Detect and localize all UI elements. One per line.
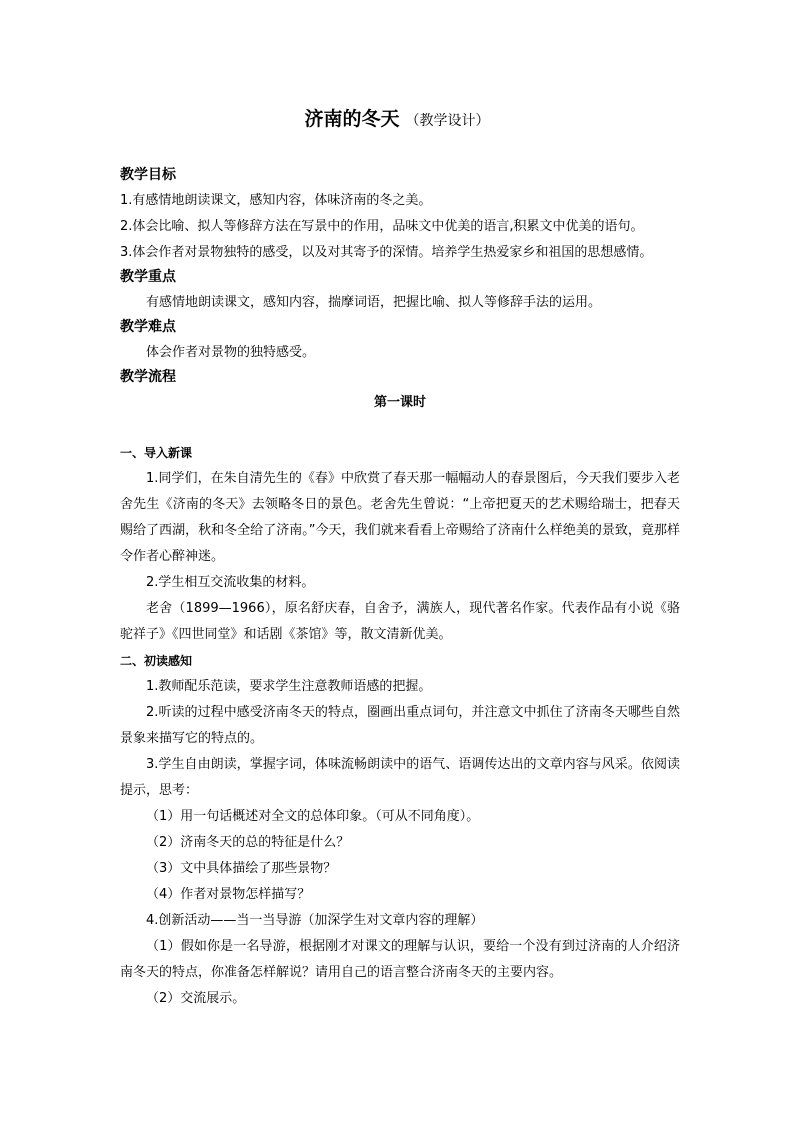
question-item: （3）文中具体描绘了那些景物？ <box>146 861 337 876</box>
document-title <box>0 106 794 134</box>
reading-paragraph: 1.教师配乐范读，要求学生注意教师语感的把握。 <box>146 679 432 694</box>
author-paragraph: 老舍（1899—1966），原名舒庆春，自舍予，满族人，现代著名作家。代表作品有小说《骆驼祥子》《四世同堂》和话剧《茶馆》等，散文清新优美。 <box>120 601 680 642</box>
section-heading-first-read: 二、初读感知 <box>120 654 193 668</box>
goals-heading: 教学目标 <box>120 167 176 183</box>
title-text: 济南的冬天 <box>304 108 400 130</box>
reading-paragraph: 3.学生自由朗读，掌握字词，体味流畅朗读中的语气、语调传达出的文章内容与风采。依阅读提示，思考： <box>120 757 680 798</box>
question-item: （2）济南冬天的总的特征是什么？ <box>146 835 350 850</box>
reading-paragraph: 2.听读的过程中感受济南冬天的特点，圈画出重点词句，并注意文中抓住了济南冬天哪些自然景象来描写它的特点的。 <box>120 705 680 746</box>
activity-paragraph: （1）假如你是一名导游，根据刚才对课文的理解与认识，要给一个没有到过济南的人介绍济南冬天的特点，你准备怎样解说？请用自己的语言整合济南冬天的主要内容。 <box>120 939 680 980</box>
title-subtitle: （教学设计） <box>405 113 490 129</box>
difficulty-text: 体会作者对景物的独特感受。 <box>146 345 316 360</box>
spacer <box>120 416 680 440</box>
goal-item: 3.体会作者对景物独特的感受，以及对其寄予的深情。培养学生热爱家乡和祖国的思想感情。 <box>120 245 653 260</box>
section-heading-intro: 一、导入新课 <box>120 446 193 460</box>
goal-item: 2.体会比喻、拟人等修辞方法在写景中的作用，品味文中优美的语言,积累文中优美的语句。 <box>120 219 644 234</box>
focus-text: 有感情地朗读课文，感知内容，揣摩词语，把握比喻、拟人等修辞手法的运用。 <box>146 295 602 310</box>
intro-paragraph: 1.同学们，在朱自清先生的《春》中欣赏了春天那一幅幅动人的春景图后，今天我们要步入老舍先生《济南的冬天》去领略冬日的景色。老舍先生曾说：“上帝把夏天的艺术赐给瑞士，把春天赐给了西湖，秋和冬全给了济南。”今天，我们就来看看上帝赐给了济南什么样绝美的景致，竟那样令作者心醉神迷。 <box>120 471 680 564</box>
flow-heading: 教学流程 <box>120 369 176 385</box>
difficulty-heading: 教学难点 <box>120 319 176 335</box>
activity-paragraph: （2）交流展示。 <box>146 991 246 1006</box>
lesson-title: 第一课时 <box>373 395 426 410</box>
question-item: （1）用一句话概述对全文的总体印象。（可从不同角度）。 <box>146 809 480 824</box>
intro-paragraph: 2.学生相互交流收集的材料。 <box>146 575 315 590</box>
focus-heading: 教学重点 <box>120 269 176 285</box>
goal-item: 1.有感情地朗读课文，感知内容，体味济南的冬之美。 <box>120 193 432 208</box>
activity-heading: 4.创新活动——当一当导游（加深学生对文章内容的理解） <box>146 913 484 928</box>
document-body <box>120 164 680 1012</box>
question-item: （4）作者对景物怎样描写？ <box>146 887 311 902</box>
